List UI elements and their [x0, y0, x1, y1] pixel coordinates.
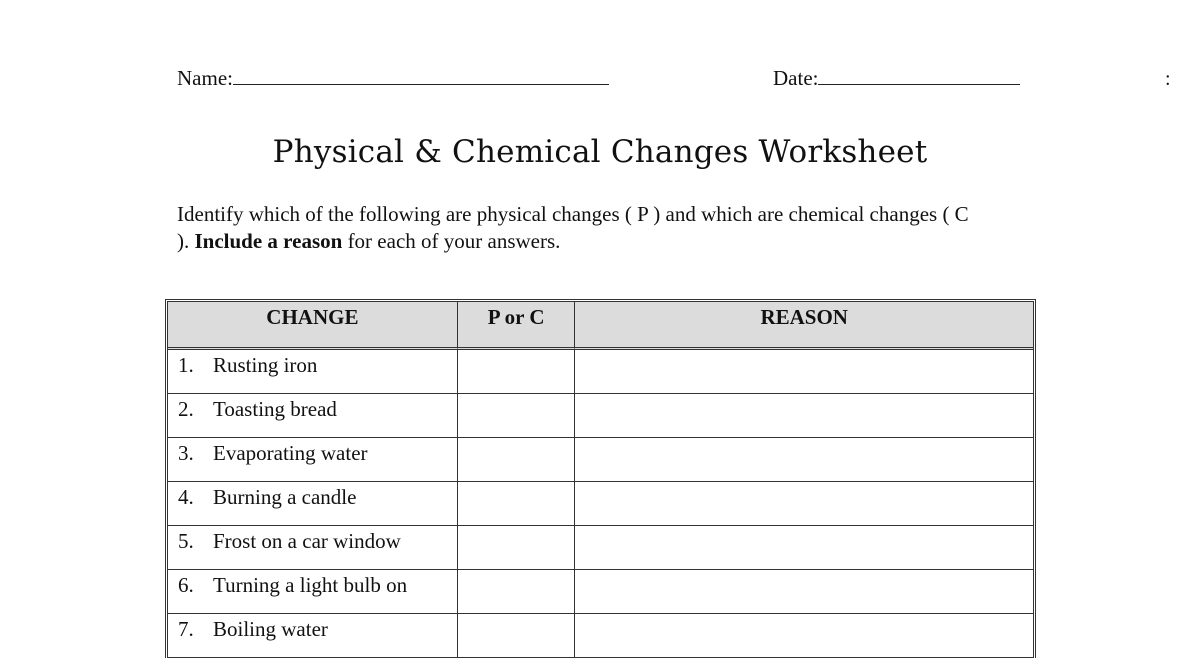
table-row — [168, 350, 1033, 394]
reason-cell[interactable] — [575, 614, 1033, 658]
name-line — [177, 66, 609, 91]
row-number: 1. — [178, 353, 194, 377]
table-row — [168, 438, 1033, 482]
instructions-emphasis: Include a reason — [194, 229, 343, 253]
table-row — [168, 526, 1033, 570]
change-text: Toasting bread — [213, 397, 337, 421]
table-row — [168, 614, 1033, 658]
p-or-c-cell[interactable] — [458, 394, 576, 438]
reason-cell[interactable] — [575, 482, 1033, 526]
change-cell — [168, 614, 458, 658]
p-or-c-cell[interactable] — [458, 526, 576, 570]
change-cell — [168, 394, 458, 438]
change-text: Evaporating water — [213, 441, 368, 465]
p-or-c-cell[interactable] — [458, 350, 576, 394]
row-number: 3. — [178, 441, 194, 465]
row-number: 6. — [178, 573, 194, 597]
change-cell — [168, 526, 458, 570]
date-blank[interactable] — [818, 66, 1020, 85]
instructions-text: Identify which of the following are physical changes ( P ) and which are chemical changes ( C ). — [177, 202, 969, 253]
change-cell — [168, 438, 458, 482]
row-number: 4. — [178, 485, 194, 509]
change-cell — [168, 350, 458, 394]
p-or-c-cell[interactable] — [458, 482, 576, 526]
change-cell — [168, 482, 458, 526]
changes-table-wrap — [165, 299, 1035, 658]
table-row — [168, 394, 1033, 438]
table-row — [168, 570, 1033, 614]
changes-table — [165, 299, 1036, 658]
reason-cell[interactable] — [575, 394, 1033, 438]
instructions — [177, 201, 977, 255]
worksheet-title: Physical & Chemical Changes Worksheet — [272, 134, 928, 170]
instructions-text-end: for each of your answers. — [342, 229, 561, 253]
change-text: Frost on a car window — [213, 529, 401, 553]
change-text: Turning a light bulb on — [213, 573, 408, 597]
column-header-p-or-c: P or C — [458, 302, 576, 350]
p-or-c-cell[interactable] — [458, 614, 576, 658]
row-number: 7. — [178, 617, 194, 641]
date-label: Date: — [773, 66, 819, 90]
reason-cell[interactable] — [575, 526, 1033, 570]
reason-cell[interactable] — [575, 438, 1033, 482]
name-label: Name: — [177, 66, 233, 90]
change-text: Boiling water — [213, 617, 328, 641]
change-text: Rusting iron — [213, 353, 318, 377]
date-line — [773, 66, 1020, 91]
reason-cell[interactable] — [575, 350, 1033, 394]
column-header-reason: REASON — [575, 302, 1033, 350]
table-header-row — [168, 302, 1033, 350]
stray-mark: : — [1165, 68, 1171, 90]
p-or-c-cell[interactable] — [458, 438, 576, 482]
name-blank[interactable] — [233, 66, 609, 85]
change-text: Burning a candle — [213, 485, 357, 509]
row-number: 2. — [178, 397, 194, 421]
reason-cell[interactable] — [575, 570, 1033, 614]
p-or-c-cell[interactable] — [458, 570, 576, 614]
row-number: 5. — [178, 529, 194, 553]
change-cell — [168, 570, 458, 614]
column-header-change: CHANGE — [168, 302, 458, 350]
table-row — [168, 482, 1033, 526]
